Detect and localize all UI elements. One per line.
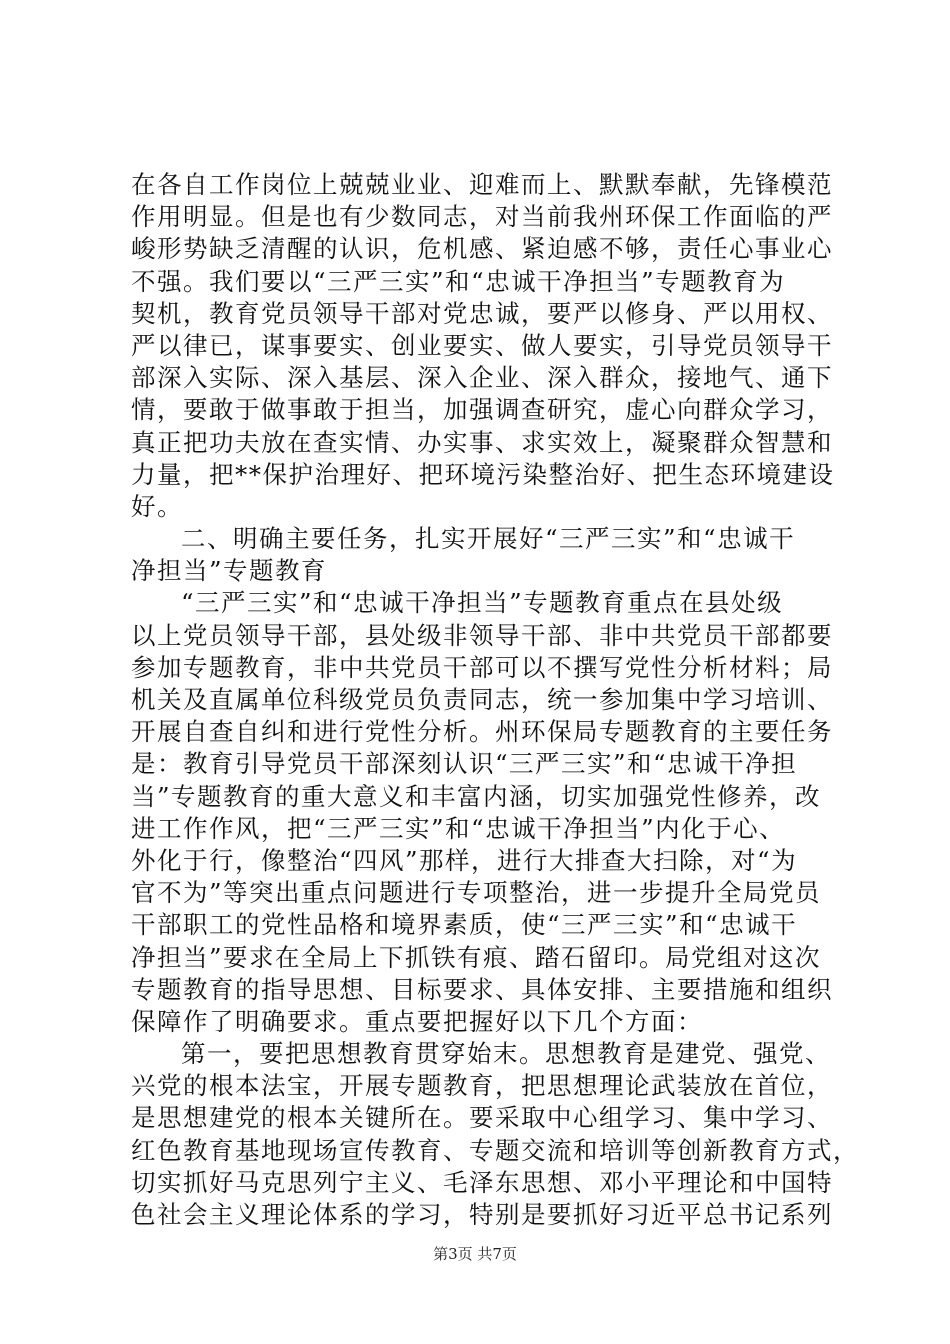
text-line: 契机，教育党员领导干部对党忠诚，要严以修身、严以用权、 <box>131 298 833 328</box>
document-body <box>131 169 859 1231</box>
text-line: 是：教育引导党员干部深刻认识“三严三实”和“忠诚干净担 <box>131 749 798 779</box>
text-line: 在各自工作岗位上兢兢业业、迎难而上、默默奉献，先锋模范 <box>131 170 833 199</box>
text-line: 开展自查自纠和进行党性分析。州环保局专题教育的主要任务 <box>131 717 833 747</box>
text-line: 切实抓好马克思列宁主义、毛泽东思想、邓小平理论和中国特 <box>131 1167 833 1197</box>
text-line: 以上党员领导干部，县处级非领导干部、非中共党员干部都要 <box>131 620 833 650</box>
text-line: 二、明确主要任务，扎实开展好“三严三实”和“忠诚干 <box>181 524 796 554</box>
text-line: 净担当”要求在全局上下抓铁有痕、踏石留印。局党组对这次 <box>131 942 822 972</box>
text-line: 是思想建党的根本关键所在。要采取中心组学习、集中学习、 <box>131 1103 833 1133</box>
text-line: 外化于行，像整治“四风”那样，进行大排查大扫除，对“为 <box>131 845 798 875</box>
text-line: 严以律已，谋事要实、创业要实、做人要实，引导党员领导干 <box>131 330 833 360</box>
text-line: 机关及直属单位科级党员负责同志，统一参加集中学习培训、 <box>131 685 833 714</box>
text-line: 色社会主义理论体系的学习，特别是要抓好习近平总书记系列 <box>131 1200 833 1229</box>
text-line: 不强。我们要以“三严三实”和“忠诚干净担当”专题教育为 <box>131 266 786 296</box>
text-line: 部深入实际、深入基层、深入企业、深入群众，接地气、通下 <box>131 363 833 393</box>
text-line: 好。 <box>131 491 183 521</box>
text-line: 净担当”专题教育 <box>131 556 328 586</box>
text-line: 官不为”等突出重点问题进行专项整治，进一步提升全局党员 <box>131 878 822 908</box>
text-line: 干部职工的党性品格和境界素质，使“三严三实”和“忠诚干 <box>131 910 798 940</box>
text-line: 保障作了明确要求。重点要把握好以下几个方面： <box>131 1006 703 1036</box>
text-line: “三严三实”和“忠诚干净担当”专题教育重点在县处级 <box>181 588 784 618</box>
text-line: 参加专题教育，非中共党员干部可以不撰写党性分析材料；局 <box>131 652 833 682</box>
page-footer: 第3页 共7页 <box>433 1245 517 1263</box>
text-line: 当”专题教育的重大意义和丰富内涵，切实加强党性修养，改 <box>131 781 822 811</box>
text-line: 专题教育的指导思想、目标要求、具体安排、主要措施和组织 <box>131 974 833 1004</box>
text-line: 第一，要把思想教育贯穿始末。思想教育是建党、强党、 <box>181 1039 831 1069</box>
text-line: 进工作作风，把“三严三实”和“忠诚干净担当”内化于心、 <box>131 813 786 843</box>
text-line: 真正把功夫放在查实情、办实事、求实效上，凝聚群众智慧和 <box>131 427 833 457</box>
text-line: 兴党的根本法宝，开展专题教育，把思想理论武装放在首位， <box>131 1071 833 1101</box>
text-line: 力量，把**保护治理好、把环境污染整治好、把生态环境建设 <box>131 459 835 489</box>
text-line: 峻形势缺乏清醒的认识，危机感、紧迫感不够，责任心事业心 <box>131 234 833 264</box>
text-line: 情，要敢于做事敢于担当，加强调查研究，虚心向群众学习， <box>131 395 833 425</box>
text-line: 作用明显。但是也有少数同志，对当前我州环保工作面临的严 <box>131 202 833 232</box>
text-line: 红色教育基地现场宣传教育、专题交流和培训等创新教育方式， <box>131 1135 859 1165</box>
